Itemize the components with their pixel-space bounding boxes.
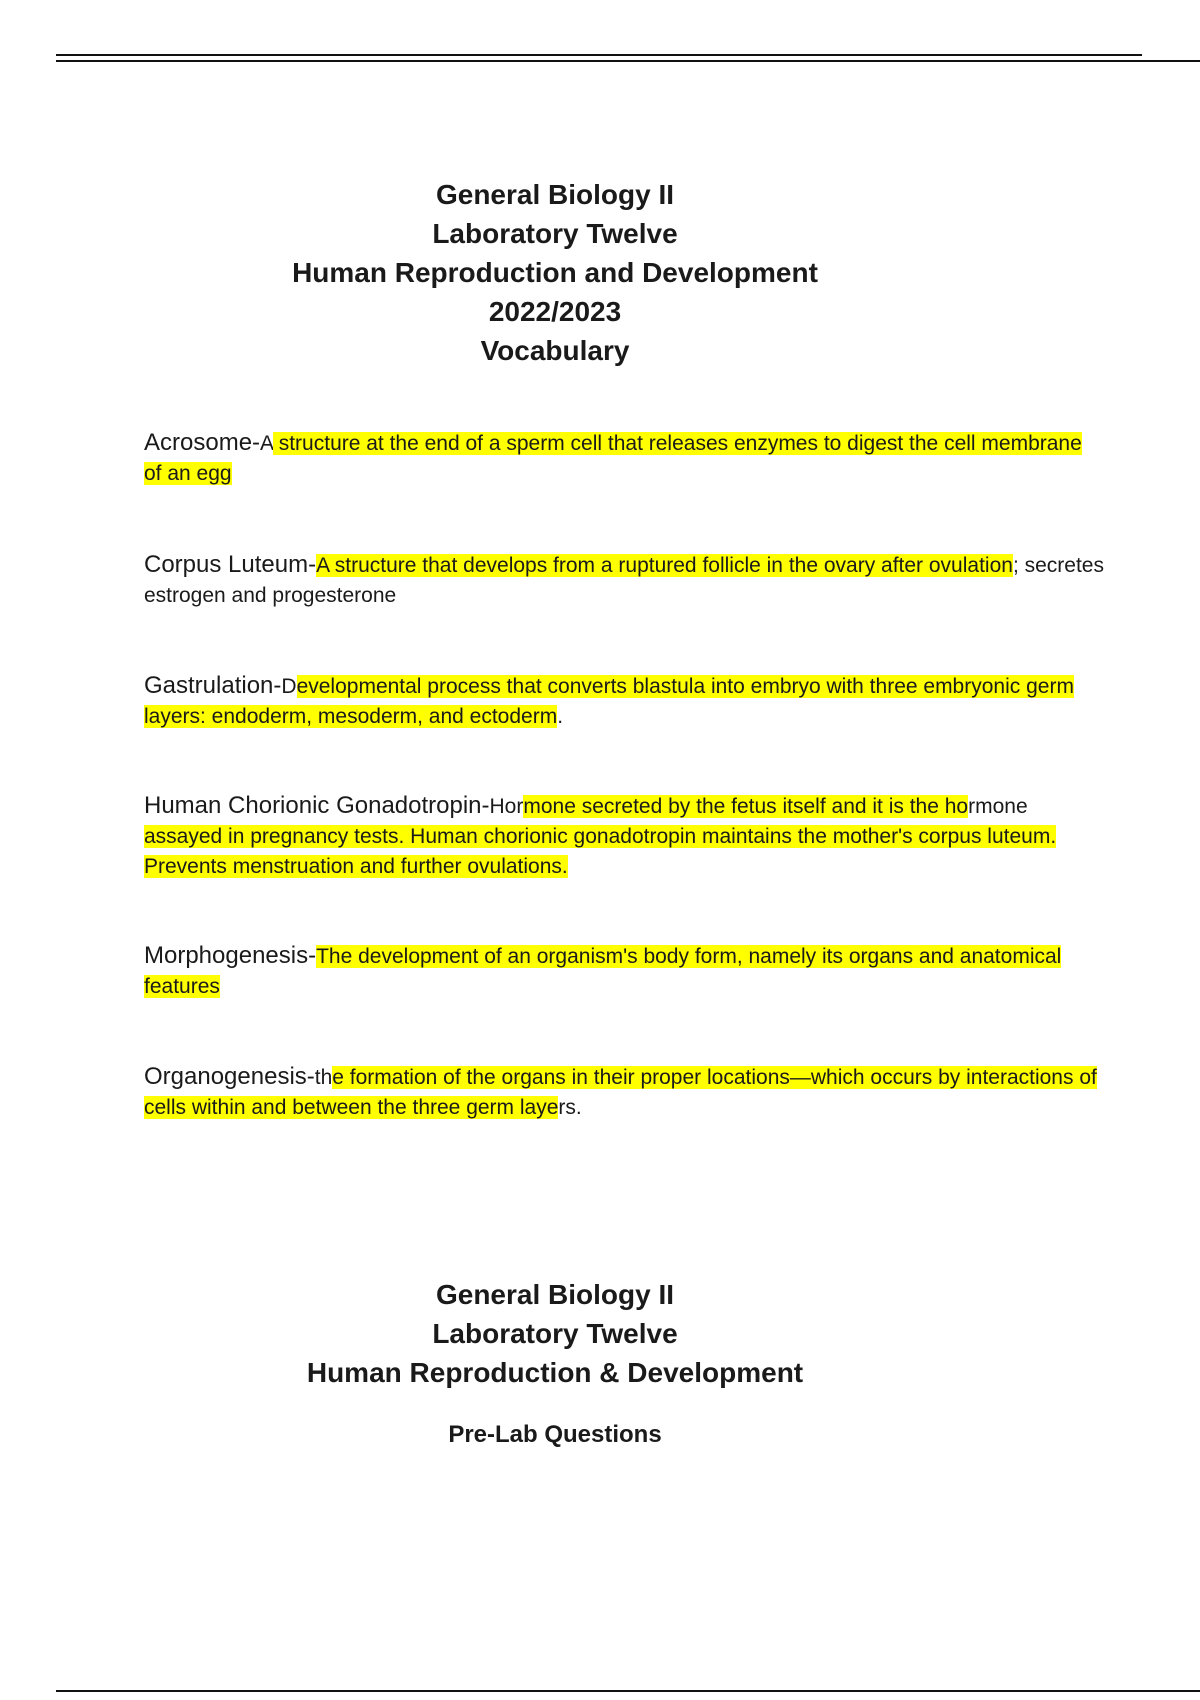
vocab-definition-highlight: structure at the end of a sperm cell that releases enzymes to digest the cell membrane of an egg — [144, 432, 1082, 485]
section-course: General Biology II — [435, 1279, 675, 1310]
vocab-entry-organogenesis — [144, 1062, 1104, 1123]
vocab-entry-corpus-luteum — [144, 550, 1104, 611]
header-topic: Human Reproduction and Development — [292, 257, 818, 288]
vocab-term: Acrosome- — [144, 429, 261, 456]
vocab-definition-plain: th — [314, 1066, 333, 1089]
vocab-definition-plain: Hor — [489, 795, 524, 818]
header-year: 2022/2023 — [488, 296, 622, 327]
top-rule — [56, 54, 1142, 56]
vocab-term: Corpus Luteum- — [144, 551, 317, 578]
vocab-definition-plain: A — [260, 432, 273, 455]
vocab-entry-gastrulation — [144, 671, 1104, 732]
vocab-definition-highlight: mone secreted by the fetus itself and it is the ho — [523, 795, 969, 818]
vocab-term: Human Chorionic Gonadotropin- — [144, 792, 490, 819]
vocab-entry-hcg — [144, 791, 1104, 882]
document-header — [0, 175, 1110, 370]
prelab-heading: Pre-Lab Questions — [448, 1421, 662, 1448]
vocab-definition-plain: ; secretes estrogen and progesterone — [144, 554, 1104, 607]
section-lab: Laboratory Twelve — [432, 1318, 678, 1349]
bottom-rule — [56, 1690, 1200, 1692]
header-lab: Laboratory Twelve — [432, 218, 678, 249]
vocab-definition-highlight: A structure that develops from a ruptured follicle in the ovary after ovulation — [316, 554, 1013, 577]
vocab-definition-highlight: e formation of the organs in their proper locations—which occurs by interactions of cells within and between the three germ laye — [144, 1066, 1097, 1119]
header-section: Vocabulary — [480, 335, 630, 366]
vocab-entry-morphogenesis — [144, 941, 1104, 1002]
vocab-definition-plain-mid: rmone — [968, 795, 1028, 818]
vocab-definition-plain: D — [281, 675, 297, 698]
top-rule-double — [56, 60, 1200, 62]
vocab-entry-acrosome — [144, 428, 1104, 489]
vocab-definition-highlight: evelopmental process that converts blastula into embryo with three embryonic germ layers: endoderm, mesoderm, and ectoderm — [144, 675, 1074, 728]
vocab-term: Organogenesis- — [144, 1063, 315, 1090]
header-course: General Biology II — [435, 179, 675, 210]
vocab-definition-plain-end: . — [557, 705, 564, 728]
vocab-term: Gastrulation- — [144, 672, 282, 699]
section-topic: Human Reproduction & Development — [306, 1357, 804, 1388]
vocab-definition-highlight-2: assayed in pregnancy tests. Human chorionic gonadotropin maintains the mother's corpus luteum. Prevents menstruation and further ovulations. — [144, 825, 1057, 878]
section-header — [0, 1275, 1110, 1392]
vocab-term: Morphogenesis- — [144, 942, 317, 969]
vocab-definition-highlight: The development of an organism's body form, namely its organs and anatomical features — [144, 945, 1062, 998]
vocab-definition-plain-end: rs. — [558, 1096, 582, 1119]
